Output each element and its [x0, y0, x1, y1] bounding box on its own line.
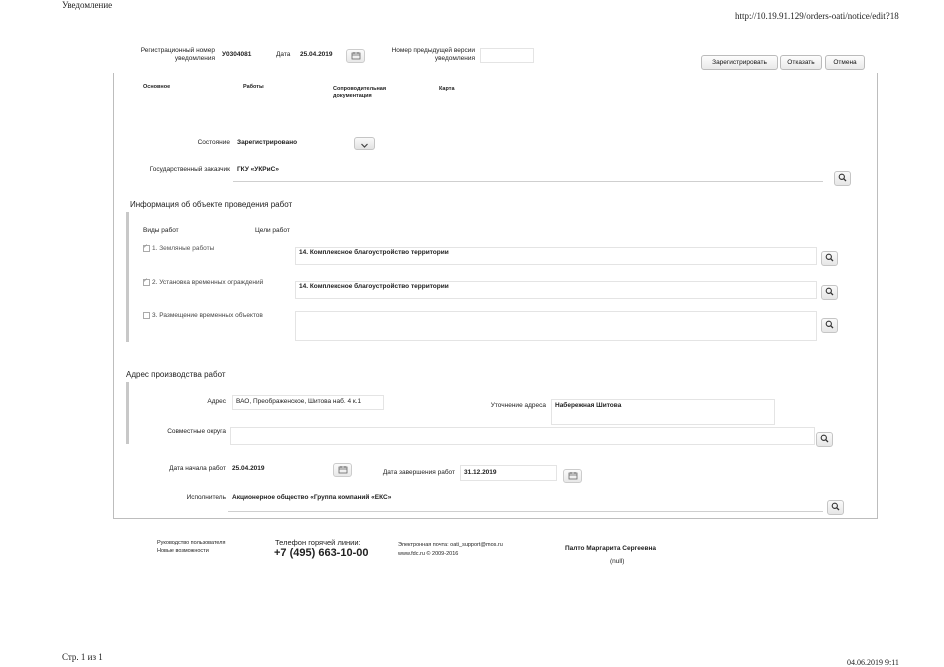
page-counter: Стр. 1 из 1 — [62, 652, 103, 662]
date-value: 25.04.2019 — [300, 51, 333, 58]
work-type-checkbox[interactable] — [143, 245, 150, 252]
page-title: Уведомление — [62, 0, 113, 10]
date-label: Дата — [276, 51, 291, 58]
page-url: http://10.19.91.129/orders-oati/notice/edit?18 — [735, 11, 899, 21]
address-label: Адрес — [207, 398, 226, 405]
goal-value: 14. Комплексное благоустройство территории — [299, 249, 449, 256]
state-label: Состояние — [197, 139, 230, 146]
reg-number-value: У0304081 — [222, 51, 252, 58]
executor-label: Исполнитель — [186, 494, 226, 501]
clarify-address-label: Уточнение адреса — [490, 402, 546, 409]
search-icon — [831, 502, 840, 511]
start-date-value: 25.04.2019 — [232, 465, 265, 472]
print-date: 04.06.2019 9:11 — [847, 658, 899, 667]
clarify-address-value: Набережная Шитова — [555, 402, 622, 409]
work-type-checkbox[interactable] — [143, 312, 150, 319]
goal-value: 14. Комплексное благоустройство территории — [299, 283, 449, 290]
customer-value: ГКУ «УКРиС» — [237, 166, 279, 173]
tab-map[interactable]: Карта — [439, 86, 455, 92]
customer-search-button[interactable] — [834, 171, 851, 186]
end-date-label: Дата завершения работ — [382, 469, 455, 476]
object-info-title: Информация об объекте проведения работ — [130, 200, 293, 209]
goal-search-button[interactable] — [821, 318, 838, 333]
hotline-label: Телефон горячей линии: — [275, 538, 361, 547]
calendar-icon — [338, 465, 348, 474]
prev-version-label: Номер предыдущей версии уведомления — [391, 47, 475, 62]
state-dropdown[interactable] — [354, 137, 375, 150]
search-icon — [838, 173, 847, 182]
calendar-icon — [351, 51, 361, 60]
search-icon — [825, 320, 834, 329]
user-name: Палто Маргарита Сергеевна — [565, 545, 657, 552]
hotline-number: +7 (495) 663-10-00 — [274, 547, 369, 559]
reject-button[interactable]: Отказать — [780, 55, 822, 70]
search-icon — [825, 287, 834, 296]
calendar-icon — [568, 471, 578, 480]
work-type-row[interactable]: 3. Размещение временных объектов — [143, 312, 263, 319]
work-type-row[interactable]: ✓2. Установка временных ограждений — [143, 279, 263, 286]
executor-search-button[interactable] — [827, 500, 844, 515]
address-value: ВАО, Преображенское, Шитова наб. 4 к.1 — [236, 398, 362, 405]
prev-version-input[interactable] — [480, 48, 534, 63]
state-value: Зарегистрировано — [237, 139, 298, 146]
search-icon — [820, 434, 829, 443]
districts-search-button[interactable] — [816, 432, 833, 447]
tab-works[interactable]: Работы — [243, 84, 264, 90]
work-types-header: Виды работ — [143, 227, 179, 234]
end-date-calendar-button[interactable] — [563, 469, 582, 483]
search-icon — [825, 253, 834, 262]
customer-label: Государственный заказчик — [149, 166, 230, 173]
districts-input[interactable] — [230, 427, 815, 445]
goals-header: Цели работ — [255, 227, 290, 234]
support-email[interactable]: Электронная почта: oati_support@mos.ru — [398, 542, 503, 548]
work-type-row[interactable]: ✓1. Земляные работы — [143, 245, 214, 252]
executor-value: Акционерное общество «Группа компаний «ЕКС» — [232, 494, 392, 501]
cancel-button[interactable]: Отмена — [825, 55, 865, 70]
tab-documents[interactable]: Сопроводительная документация — [333, 86, 387, 99]
new-features-link[interactable]: Новые возможности — [157, 548, 209, 554]
tab-main[interactable]: Основное — [143, 84, 171, 90]
districts-label: Совместные округа — [167, 428, 226, 435]
user-guide-link[interactable]: Руководство пользователя — [157, 540, 226, 546]
user-extra: (null) — [610, 558, 625, 565]
end-date-value: 31.12.2019 — [464, 469, 497, 476]
chevron-down-icon — [355, 140, 374, 151]
register-button[interactable]: Зарегистрировать — [701, 55, 778, 70]
reg-number-label: Регистрационный номер уведомления — [140, 47, 215, 62]
start-date-label: Дата начала работ — [169, 465, 226, 472]
goal-search-button[interactable] — [821, 251, 838, 266]
address-title: Адрес производства работ — [126, 370, 226, 379]
calendar-button[interactable] — [346, 49, 365, 63]
goal-search-button[interactable] — [821, 285, 838, 300]
start-date-calendar-button[interactable] — [333, 463, 352, 477]
site-copyright: www.fdc.ru © 2009-2016 — [398, 551, 459, 557]
goal-field[interactable] — [295, 311, 817, 341]
work-type-checkbox[interactable] — [143, 279, 150, 286]
